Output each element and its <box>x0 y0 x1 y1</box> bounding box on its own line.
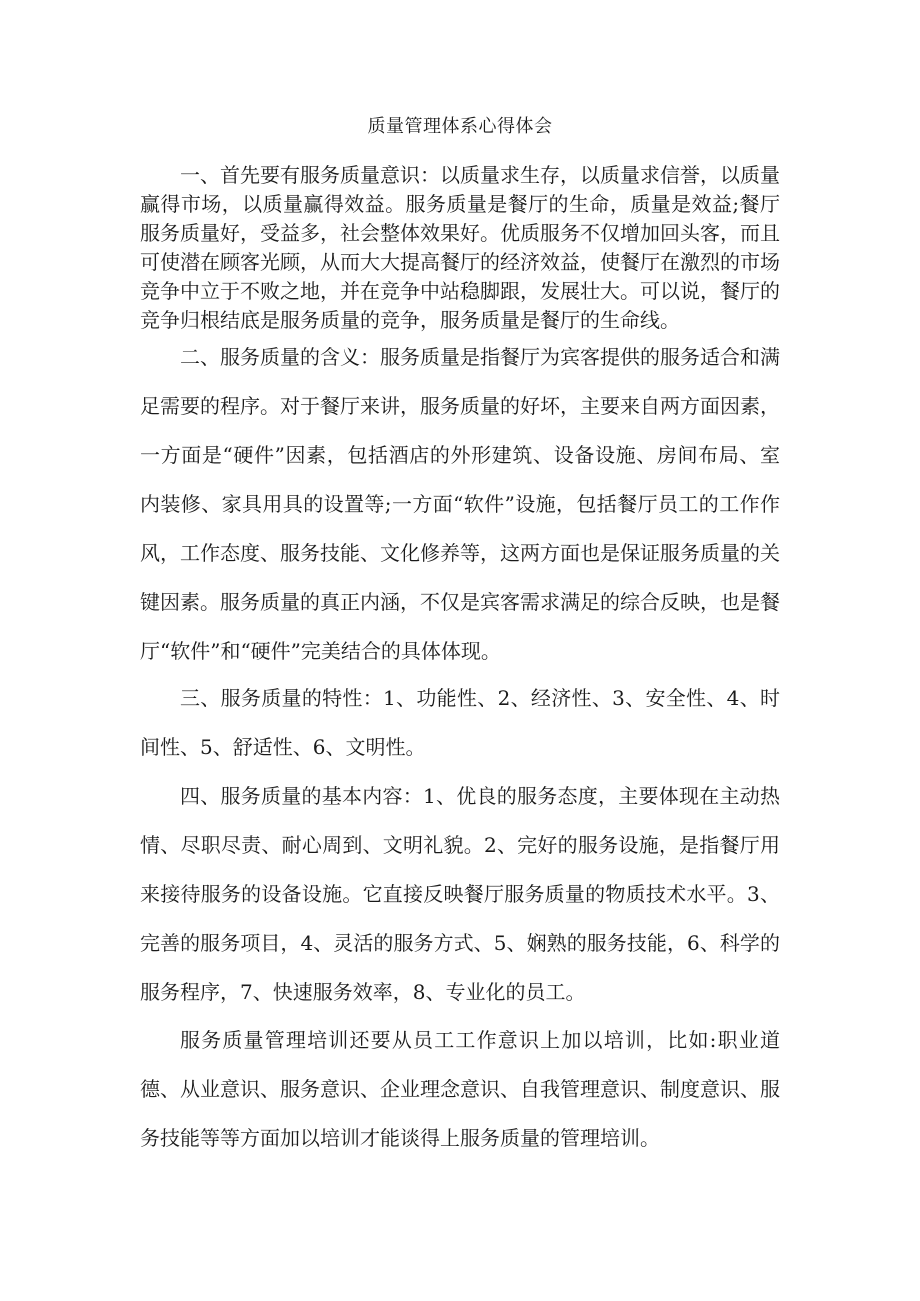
document-title: 质量管理体系心得体会 <box>367 116 553 137</box>
paragraph-service-quality-awareness: 一、首先要有服务质量意识：以质量求生存，以质量求信誉，以质量赢得市场，以质量赢得效益。服务质量是餐厅的生命，质量是效益;餐厅服务质量好，受益多，社会整体效果好。优质服务不仅增加回头客，而且可使潜在顾客光顾，从而大大提高餐厅的经济效益，使餐厅在激烈的市场竞争中立于不败之地，并在竞争中站稳脚跟，发展壮大。可以说，餐厅的竞争归根结底是服务质量的竞争，服务质量是餐厅的生命线。 <box>140 163 780 332</box>
paragraph-service-quality-training: 服务质量管理培训还要从员工工作意识上加以培训，比如:职业道德、从业意识、服务意识、企业理念意识、自我管理意识、制度意识、服务技能等等方面加以培训才能谈得上服务质量的管理培训。 <box>140 1028 780 1150</box>
paragraph-service-quality-meaning: 二、服务质量的含义：服务质量是指餐厅为宾客提供的服务适合和满足需要的程序。对于餐厅来讲，服务质量的好坏，主要来自两方面因素，一方面是“硬件”因素，包括酒店的外形建筑、设备设施、房间布局、室内装修、家具用具的设置等;一方面“软件”设施，包括餐厅员工的工作作风，工作态度、服务技能、文化修养等，这两方面也是保证服务质量的关键因素。服务质量的真正内涵，不仅是宾客需求满足的综合反映，也是餐厅“软件”和“硬件”完美结合的具体体现。 <box>140 345 780 663</box>
paragraph-service-quality-content: 四、服务质量的基本内容：1、优良的服务态度，主要体现在主动热情、尽职尽责、耐心周到、文明礼貌。2、完好的服务设施，是指餐厅用来接待服务的设备设施。它直接反映餐厅服务质量的物质技术水平。3、完善的服务项目，4、灵活的服务方式、5、娴熟的服务技能，6、科学的服务程序，7、快速服务效率，8、专业化的员工。 <box>140 784 780 1004</box>
paragraph-service-quality-characteristics: 三、服务质量的特性：1、功能性、2、经济性、3、安全性、4、时间性、5、舒适性、6、文明性。 <box>140 686 780 759</box>
